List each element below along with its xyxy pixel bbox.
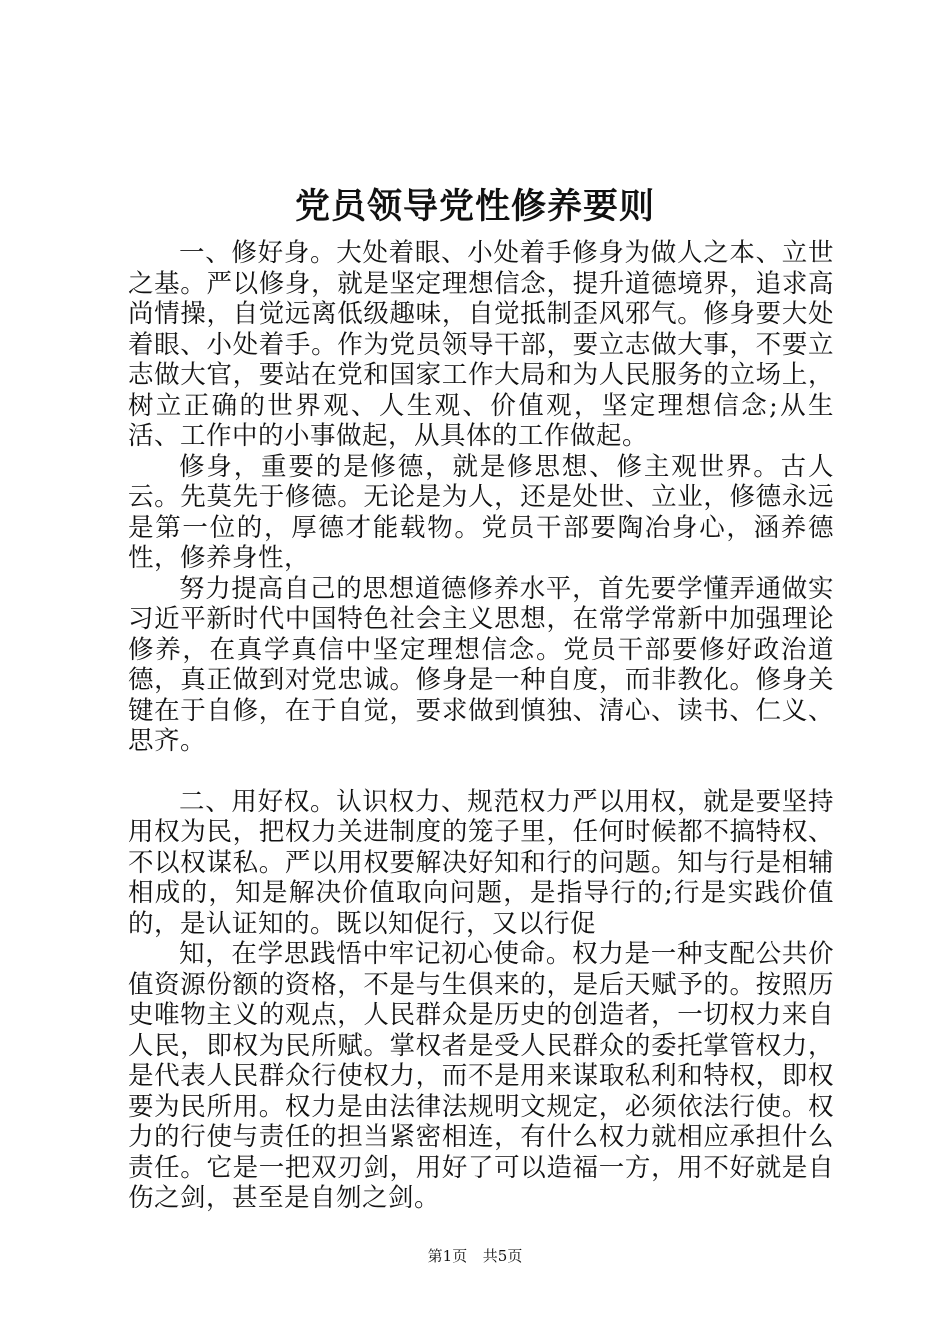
paragraph-2: 修身，重要的是修德，就是修思想、修主观世界。古人云。先莫先于修德。无论是为人，还是处世、立业，修德永远是第一位的，厚德才能载物。党员干部要陶冶身心，涵养德性，修养身性， xyxy=(128,451,834,573)
paragraph-4: 二、用好权。认识权力、规范权力严以用权，就是要坚持用权为民，把权力关进制度的笼子里，任何时候都不搞特权、不以权谋私。严以用权要解决好知和行的问题。知与行是相辅相成的，知是解决价值取向问题，是指导行的;行是实践价值的，是认证知的。既以知促行，又以行促 xyxy=(128,786,834,939)
document-body xyxy=(128,238,834,1214)
page-total: 共5页 xyxy=(482,1247,523,1265)
page-number: 第1页 xyxy=(427,1247,468,1265)
page-footer xyxy=(0,1246,950,1266)
paragraph-3: 努力提高自己的思想道德修养水平，首先要学懂弄通做实习近平新时代中国特色社会主义思想，在常学常新中加强理论修养，在真学真信中坚定理想信念。党员干部要修好政治道德，真正做到对党忠诚。修身是一种自度，而非教化。修身关键在于自修，在于自觉，要求做到慎独、清心、读书、仁义、思齐。 xyxy=(128,573,834,756)
paragraph-5: 知，在学思践悟中牢记初心使命。权力是一种支配公共价值资源份额的资格，不是与生俱来的，是后天赋予的。按照历史唯物主义的观点，人民群众是历史的创造者，一切权力来自人民，即权为民所赋。掌权者是受人民群众的委托掌管权力，是代表人民群众行使权力，而不是用来谋取私利和特权，即权要为民所用。权力是由法律法规明文规定，必须依法行使。权力的行使与责任的担当紧密相连，有什么权力就相应承担什么责任。它是一把双刃剑，用好了可以造福一方，用不好就是自伤之剑，甚至是自刎之剑。 xyxy=(128,939,834,1213)
paragraph-1: 一、修好身。大处着眼、小处着手修身为做人之本、立世之基。严以修身，就是坚定理想信念，提升道德境界，追求高尚情操，自觉远离低级趣味，自觉抵制歪风邪气。修身要大处着眼、小处着手。作为党员领导干部，要立志做大事，不要立志做大官，要站在党和国家工作大局和为人民服务的立场上，树立正确的世界观、人生观、价值观，坚定理想信念;从生活、工作中的小事做起，从具体的工作做起。 xyxy=(128,238,834,451)
document-title: 党员领导党性修养要则 xyxy=(294,187,655,227)
paragraph-spacer xyxy=(128,757,834,787)
